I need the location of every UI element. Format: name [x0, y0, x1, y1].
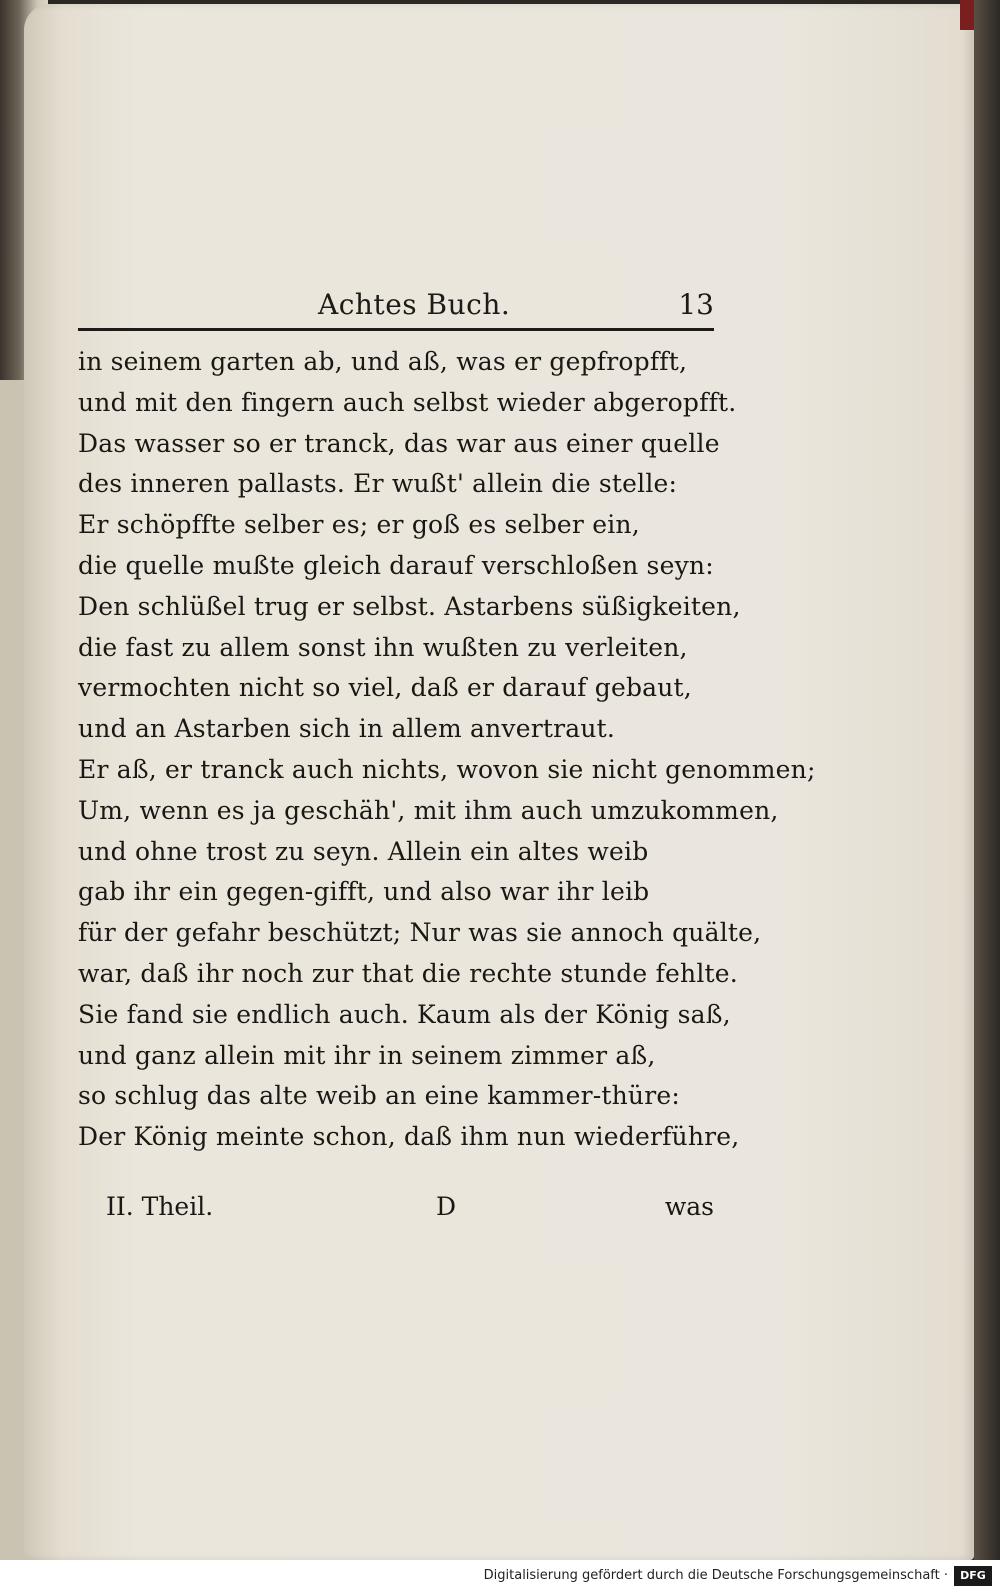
verse-line: die fast zu allem sonst ihn wußten zu verleiten,	[78, 632, 688, 662]
verse-line: in seinem garten ab, und aß, was er gepfropfft,	[78, 347, 688, 376]
verse-line: vermochten nicht so viel, daß er darauf gebaut,	[78, 673, 692, 703]
verse-line: des inneren pallasts. Er wußt' allein die stelle:	[78, 469, 678, 499]
verse-line: Den schlüßel trug er selbst. Astarbens süßigkeiten,	[78, 591, 741, 621]
credit-text: Digitalisierung gefördert durch die Deutsche Forschungsgemeinschaft ·	[483, 1568, 948, 1583]
verse-line: die quelle mußte gleich darauf verschloßen seyn:	[78, 550, 714, 580]
verse-line: und an Astarben sich in allem anvertraut.	[78, 714, 616, 744]
verse-line: gab ihr ein gegen-gifft, und also war ihr leib	[78, 877, 650, 907]
verse-line: Der König meinte schon, daß ihm nun wiederführe,	[78, 1122, 740, 1152]
verse-line: und ganz allein mit ihr in seinem zimmer aß,	[78, 1040, 656, 1070]
signature-mark: II. Theil.	[106, 1192, 214, 1221]
catchword: was	[664, 1192, 714, 1221]
verse-line: und ohne trost zu seyn. Allein ein altes weib	[78, 836, 649, 866]
verse-line: so schlug das alte weib an eine kammer-thüre:	[78, 1081, 680, 1111]
verse-text	[78, 342, 816, 1158]
verse-line: Sie fand sie endlich auch. Kaum als der König saß,	[78, 999, 731, 1029]
page-header	[78, 288, 714, 324]
verse-line: Er aß, er tranck auch nichts, wovon sie nicht genommen;	[78, 754, 816, 784]
page-footer	[78, 1192, 714, 1232]
verse-line: für der gefahr beschützt; Nur was sie annoch quälte,	[78, 918, 762, 948]
verse-line: und mit den fingern auch selbst wieder abgeropfft.	[78, 387, 737, 417]
verse-line: war, daß ihr noch zur that die rechte stunde fehlte.	[78, 958, 738, 988]
header-rule	[78, 328, 714, 331]
digitization-credit-bar	[0, 1560, 1000, 1592]
dfg-logo-icon: DFG	[954, 1566, 992, 1586]
gathering-mark: D	[436, 1192, 457, 1221]
page-edge-shadow	[974, 0, 1000, 1560]
page-number: 13	[678, 288, 714, 321]
verse-line: Das wasser so er tranck, das war aus einer quelle	[78, 428, 720, 458]
verse-line: Er schöpffte selber es; er goß es selber ein,	[78, 510, 640, 540]
running-title: Achtes Buch.	[318, 288, 511, 321]
verse-line: Um, wenn es ja geschäh', mit ihm auch umzukommen,	[78, 795, 779, 825]
